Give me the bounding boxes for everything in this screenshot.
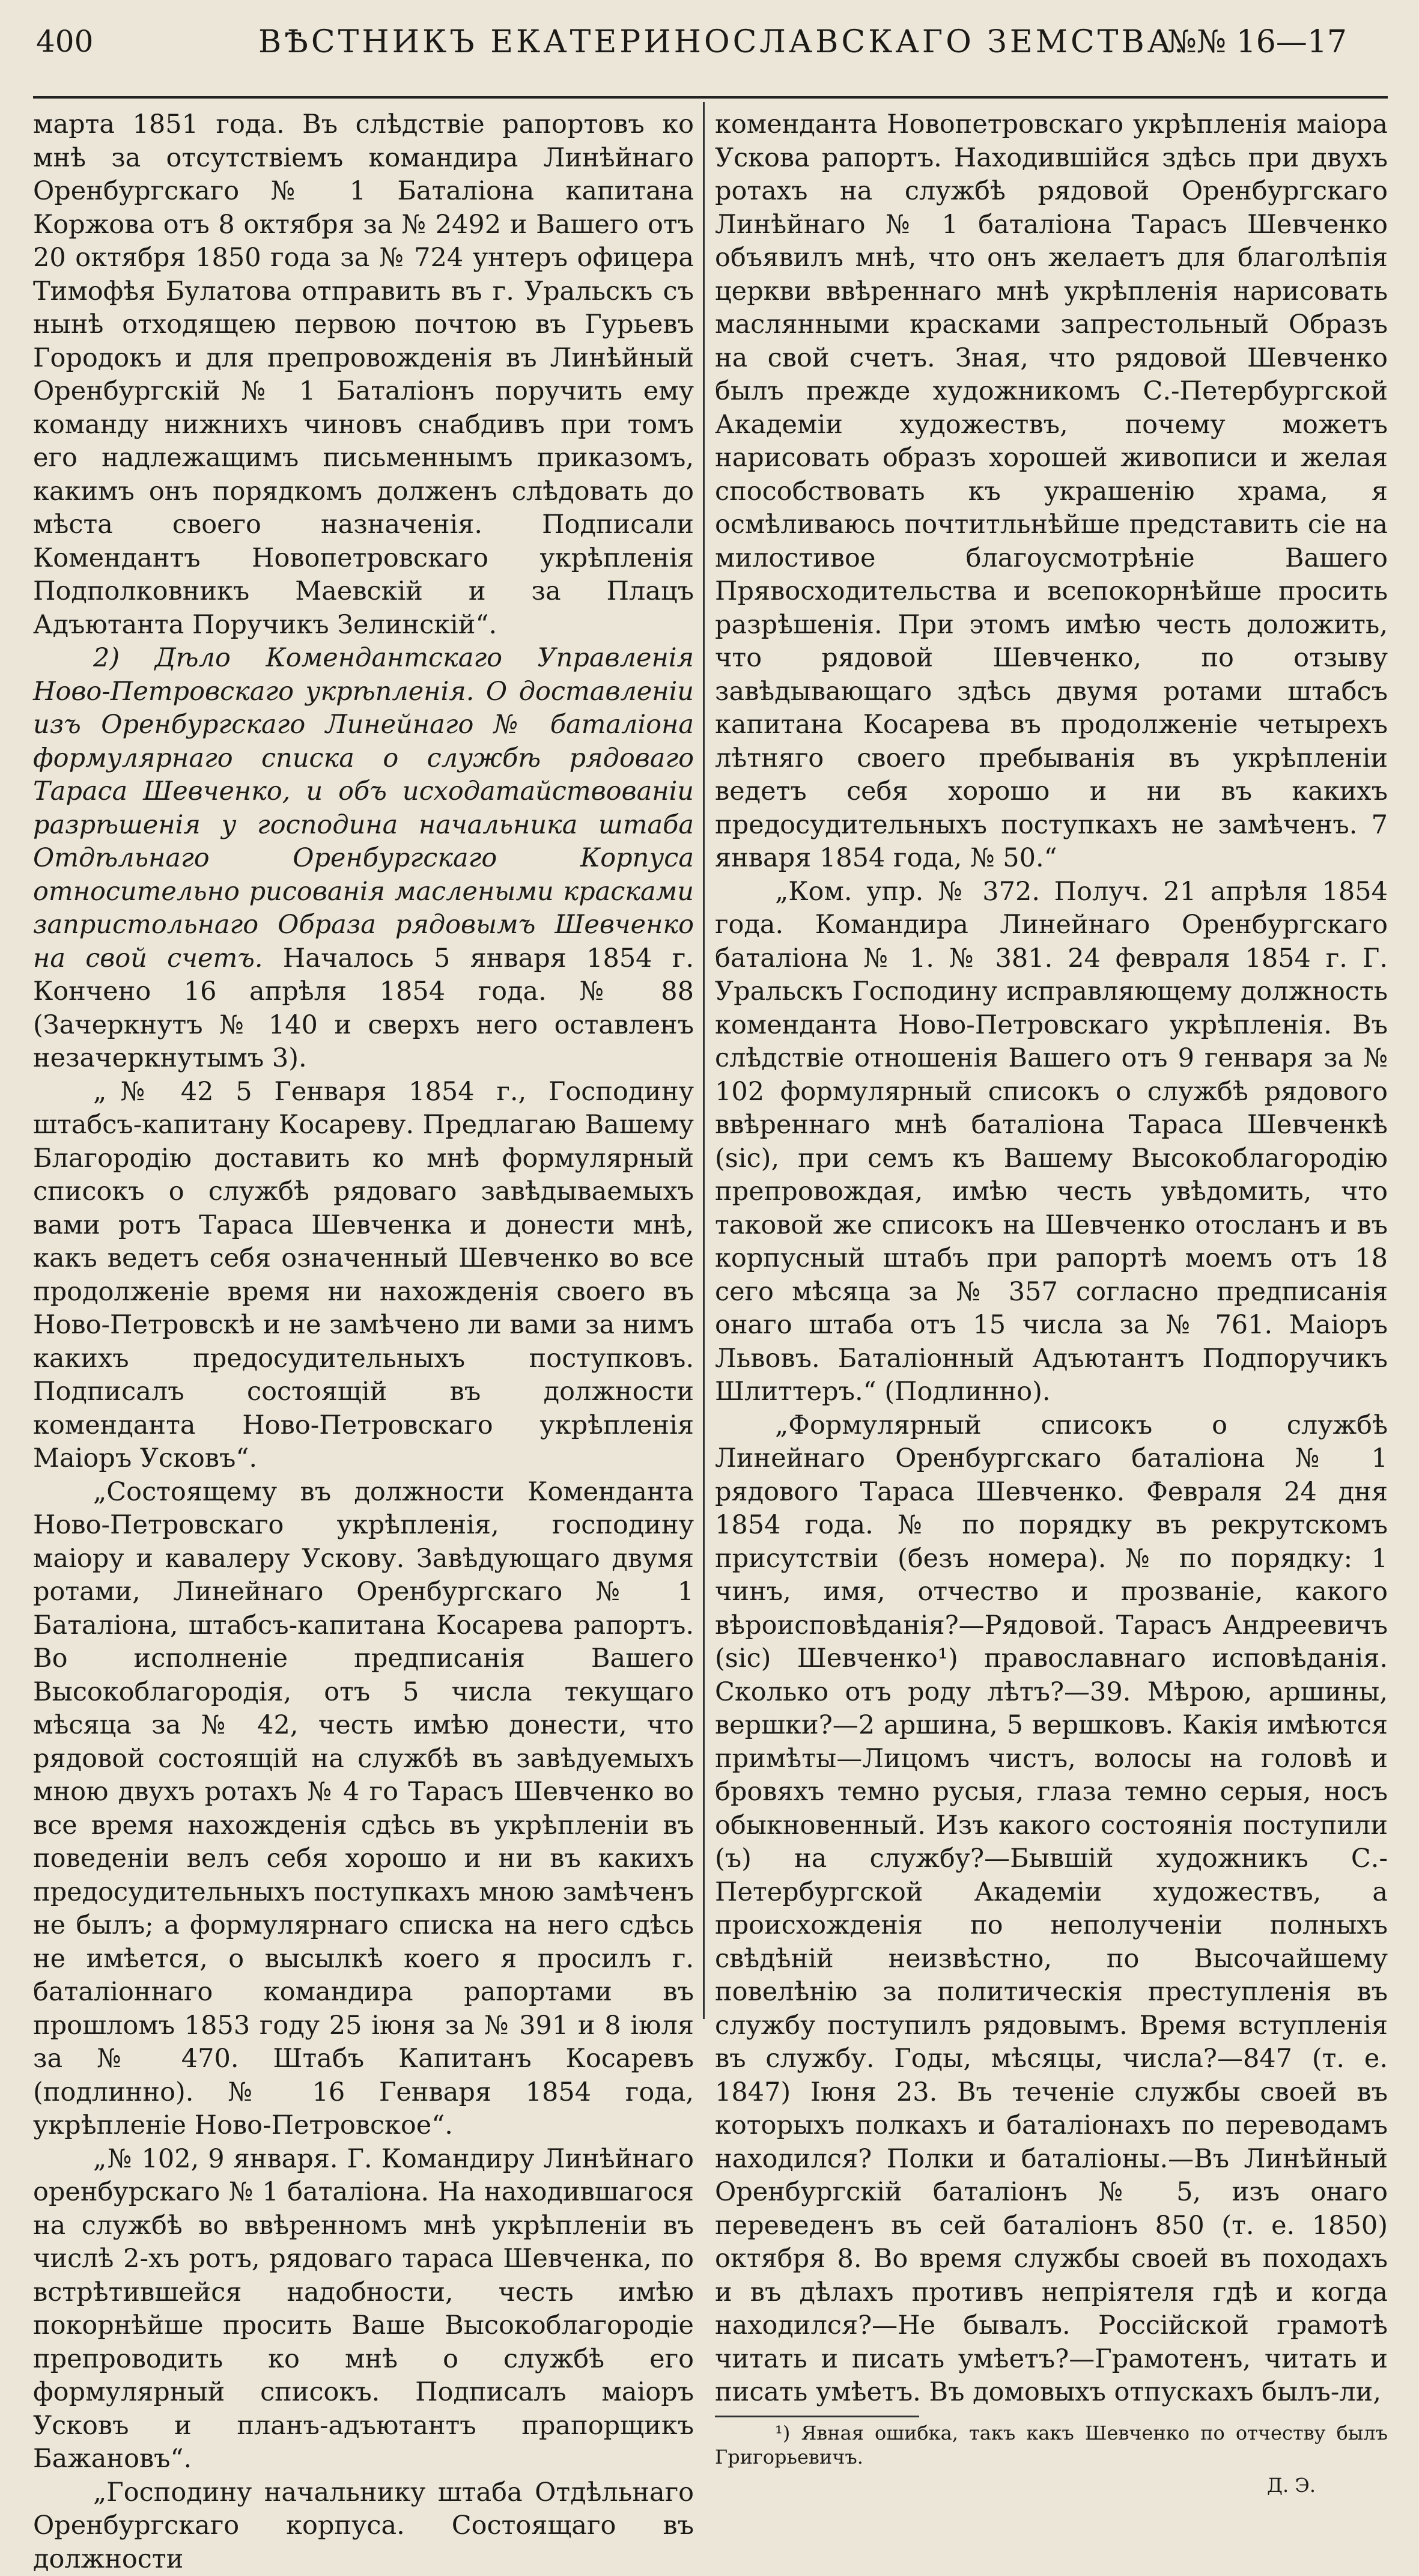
right-column xyxy=(715,108,1388,2019)
paragraph: марта 1851 года. Въ слѣдствіе рапортовъ ко мнѣ за отсутствіемъ командира Линѣйнаго Оренбургскаго № 1 Баталіона капитана Коржова отъ 8 октября за № 2492 и Вашего отъ 20 октября 1850 года за № 724 унтеръ офицера Тимофѣя Булатова отправить въ г. Уральскъ съ нынѣ отходящею первою почтою въ Гурьевъ Городокъ и для препровожденія въ Линѣйный Оренбургскій № 1 Баталіонъ поручить ему команду нижнихъ чиновъ снабдивъ при томъ его надлежащимъ письменнымъ приказомъ, какимъ онъ порядкомъ долженъ слѣдовать до мѣста своего назначенія. Подписали Комендантъ Новопетровскаго укрѣпленія Подполковникъ Маевскій и за Плацъ Адъютанта Поручикъ Зелинскій“. xyxy=(33,108,694,642)
page-header xyxy=(36,24,1383,66)
footnote-rule xyxy=(715,2416,919,2417)
paragraph: „Ком. упр. № 372. Получ. 21 апрѣля 1854 года. Командира Линейнаго Оренбургскаго баталіона № 1. № 381. 24 февраля 1854 г. Г. Уральскъ Господину исправляющему должность коменданта Ново-Петровскаго укрѣпленія. Въ слѣдствіе отношенія Вашего отъ 9 генваря за № 102 формулярный списокъ о службѣ рядового ввѣреннаго мнѣ баталіона Тараса Шевченкѣ (sic), при семъ къ Вашему Высокоблагородію препровождая, имѣю честь увѣдомить, что таковой же списокъ на Шевченко отосланъ и въ корпусный штабъ при рапортѣ моемъ отъ 18 сего мѣсяца за № 357 согласно предписанія онаго штаба отъ 15 числа за № 761. Маіоръ Львовъ. Баталіонный Адъютантъ Подпоручикъ Шлиттеръ.“ (Подлинно). xyxy=(715,875,1388,1409)
header-rule xyxy=(33,96,1388,99)
paragraph: 2) Дѣло Комендантскаго Управленія Ново-Петровскаго укрѣпленія. О доставленіи изъ Оренбургскаго Линейнаго № баталіона формулярнаго списка о службѣ рядоваго Тараса Шевченко, и объ исходатайствованіи разрѣшенія у господина начальника штаба Отдѣльнаго Оренбургскаго Корпуса относительно рисованія маслеными красками запристольнаго Образа рядовымъ Шевченко на свой счетъ. Началось 5 января 1854 г. Кончено 16 апрѣля 1854 года. № 88 (Зачеркнутъ № 140 и сверхъ него оставленъ незачеркнутымъ 3). xyxy=(33,642,694,1076)
paragraph: „Формулярный списокъ о службѣ Линейнаго Оренбургскаго баталіона № 1 рядового Тараса Шевченко. Февраля 24 дня 1854 года. № по порядку въ рекрутскомъ присутствіи (безъ номера). № по порядку: 1 чинъ, имя, отчество и прозваніе, какого вѣроисповѣданія?—Рядовой. Тарасъ Андреевичъ (sic) Шевченко¹) православнаго исповѣданія. Сколько отъ роду лѣтъ?—39. Мѣрою, аршины, вершки?—2 аршина, 5 вершковъ. Какія имѣются примѣты—Лицомъ чистъ, волосы на головѣ и бровяхъ темно русыя, глаза темно серыя, носъ обыкновенный. Изъ какого состоянія поступили (ъ) на службу?—Бывшій художникъ С.-Петербургской Академіи художествъ, а происхожденія по неполученіи полныхъ свѣдѣній неизвѣстно, по Высочайшему повелѣнію за политическія преступленія въ службу поступилъ рядовымъ. Время вступленія въ службу. Годы, мѣсяцы, числа?—847 (т. е. 1847) Іюня 23. Въ теченіе службы своей въ которыхъ полкахъ и баталіонахъ по переводамъ находился? Полки и баталіоны.—Въ Линѣйный Оренбургскій баталіонъ № 5, изъ онаго переведенъ въ сей баталіонъ 850 (т. е. 1850) октября 8. Во время службы своей въ походахъ и въ дѣлахъ противъ непріятеля гдѣ и когда находился?—Не бывалъ. Россійской грамотѣ читать и писать умѣетъ?—Грамотенъ, читать и писать умѣетъ. Въ домовыхъ отпускахъ былъ-ли, xyxy=(715,1409,1388,2410)
page-number: 400 xyxy=(36,24,93,59)
left-column xyxy=(33,108,694,2019)
case-title: 2) Дѣло Комендантскаго Управленія Ново-Петровскаго укрѣпленія. О доставленіи изъ Оренбургскаго Линейнаго № баталіона формулярнаго списка о службѣ рядоваго Тараса Шевченко, и объ исходатайствованіи разрѣшенія у господина начальника штаба Отдѣльнаго Оренбургскаго Корпуса относительно рисованія маслеными красками запристольнаго Образа рядовымъ Шевченко на свой счетъ. xyxy=(33,643,694,973)
issue-number: №№ 16—17 xyxy=(1167,24,1347,60)
paragraph: коменданта Новопетровскаго укрѣпленія маіора Ускова рапортъ. Находившійся здѣсь при двухъ ротахъ на службѣ рядовой Оренбургскаго Линѣйнаго № 1 баталіона Тарасъ Шевченко объявилъ мнѣ, что онъ желаетъ для благолѣпія церкви ввѣреннаго мнѣ укрѣпленія нарисовать маслянными красками запрестольный Образъ на свой счетъ. Зная, что рядовой Шевченко былъ прежде художникомъ С.-Петербургской Академіи художествъ, почему можетъ нарисовать образъ хорошей живописи и желая способствовать къ украшенію храма, я осмѣливаюсь почтитльнѣйше представить сіе на милостивое благоусмотрѣніе Вашего Прявосходительства и всепокорнѣйше просить разрѣшенія. При этомъ имѣю честь доложить, что рядовой Шевченко, по отзыву завѣдывающаго здѣсь двумя ротами штабсъ капитана Косарева въ продолженіе четырехъ лѣтняго своего пребыванія въ укрѣпленіи ведетъ себя хорошо и ни въ какихъ предосудительныхъ поступкахъ не замѣченъ. 7 января 1854 года, № 50.“ xyxy=(715,108,1388,875)
footnote-signature: Д. Э. xyxy=(715,2469,1388,2503)
column-divider xyxy=(703,102,705,2019)
paragraph: „Господину начальнику штаба Отдѣльнаго Оренбургскаго корпуса. Состоящаго въ должности xyxy=(33,2476,694,2576)
paragraph: „№ 102, 9 января. Г. Командиру Линѣйнаго оренбурскаго № 1 баталіона. На находившагося на службѣ во ввѣренномъ мнѣ укрѣпленіи въ числѣ 2-хъ ротъ, рядоваго тараса Шевченка, по встрѣтившейся надобности, честь имѣю покорнѣйше просить Ваше Высокоблагородіе препроводить ко мнѣ о службѣ его формулярный списокъ. Подписалъ маіоръ Усковъ и планъ-адъютантъ прапорщикъ Бажановъ“. xyxy=(33,2143,694,2476)
footnote: ¹) Явная ошибка, такъ какъ Шевченко по отчеству былъ Григорьевичъ. xyxy=(715,2421,1388,2469)
paragraph: „Состоящему въ должности Коменданта Ново-Петровскаго укрѣпленія, господину маіору и кавалеру Ускову. Завѣдующаго двумя ротами, Линейнаго Оренбургскаго № 1 Баталіона, штабсъ-капитана Косарева рапортъ. Во исполненіе предписанія Вашего Высокоблагородія, отъ 5 числа текущаго мѣсяца за № 42, честь имѣю донести, что рядовой состоящій на службѣ въ завѣдуемыхъ мною двухъ ротахъ № 4 го Тарасъ Шевченко во все время нахожденія сдѣсь въ укрѣпленіи въ поведеніи велъ себя хорошо и ни въ какихъ предосудительныхъ поступкахъ мною замѣченъ не былъ; а формулярнаго списка на него сдѣсь не имѣется, о высылкѣ коего я просилъ г. баталіоннаго командира рапортами въ прошломъ 1853 году 25 іюня за № 391 и 8 іюля за № 470. Штабъ Капитанъ Косаревъ (подлинно). № 16 Генваря 1854 года, укрѣпленіе Ново-Петровское“. xyxy=(33,1476,694,2143)
paragraph: „№ 42 5 Генваря 1854 г., Господину штабсъ-капитану Косареву. Предлагаю Вашему Благородію доставить ко мнѣ формулярный списокъ о службѣ рядоваго завѣдываемыхъ вами ротъ Тараса Шевченка и донести мнѣ, какъ ведетъ себя означенный Шевченко во все продолженіе время ни нахожденія своего въ Ново-Петровскѣ и не замѣчено ли вами за нимъ какихъ предосудительныхъ поступковъ. Подписалъ состоящій въ должности коменданта Ново-Петровскаго укрѣпленія Маіоръ Усковъ“. xyxy=(33,1076,694,1476)
journal-title: ВѢСТНИКЪ ЕКАТЕРИНОСЛАВСКАГО ЗЕМСТВА. xyxy=(258,24,1187,60)
